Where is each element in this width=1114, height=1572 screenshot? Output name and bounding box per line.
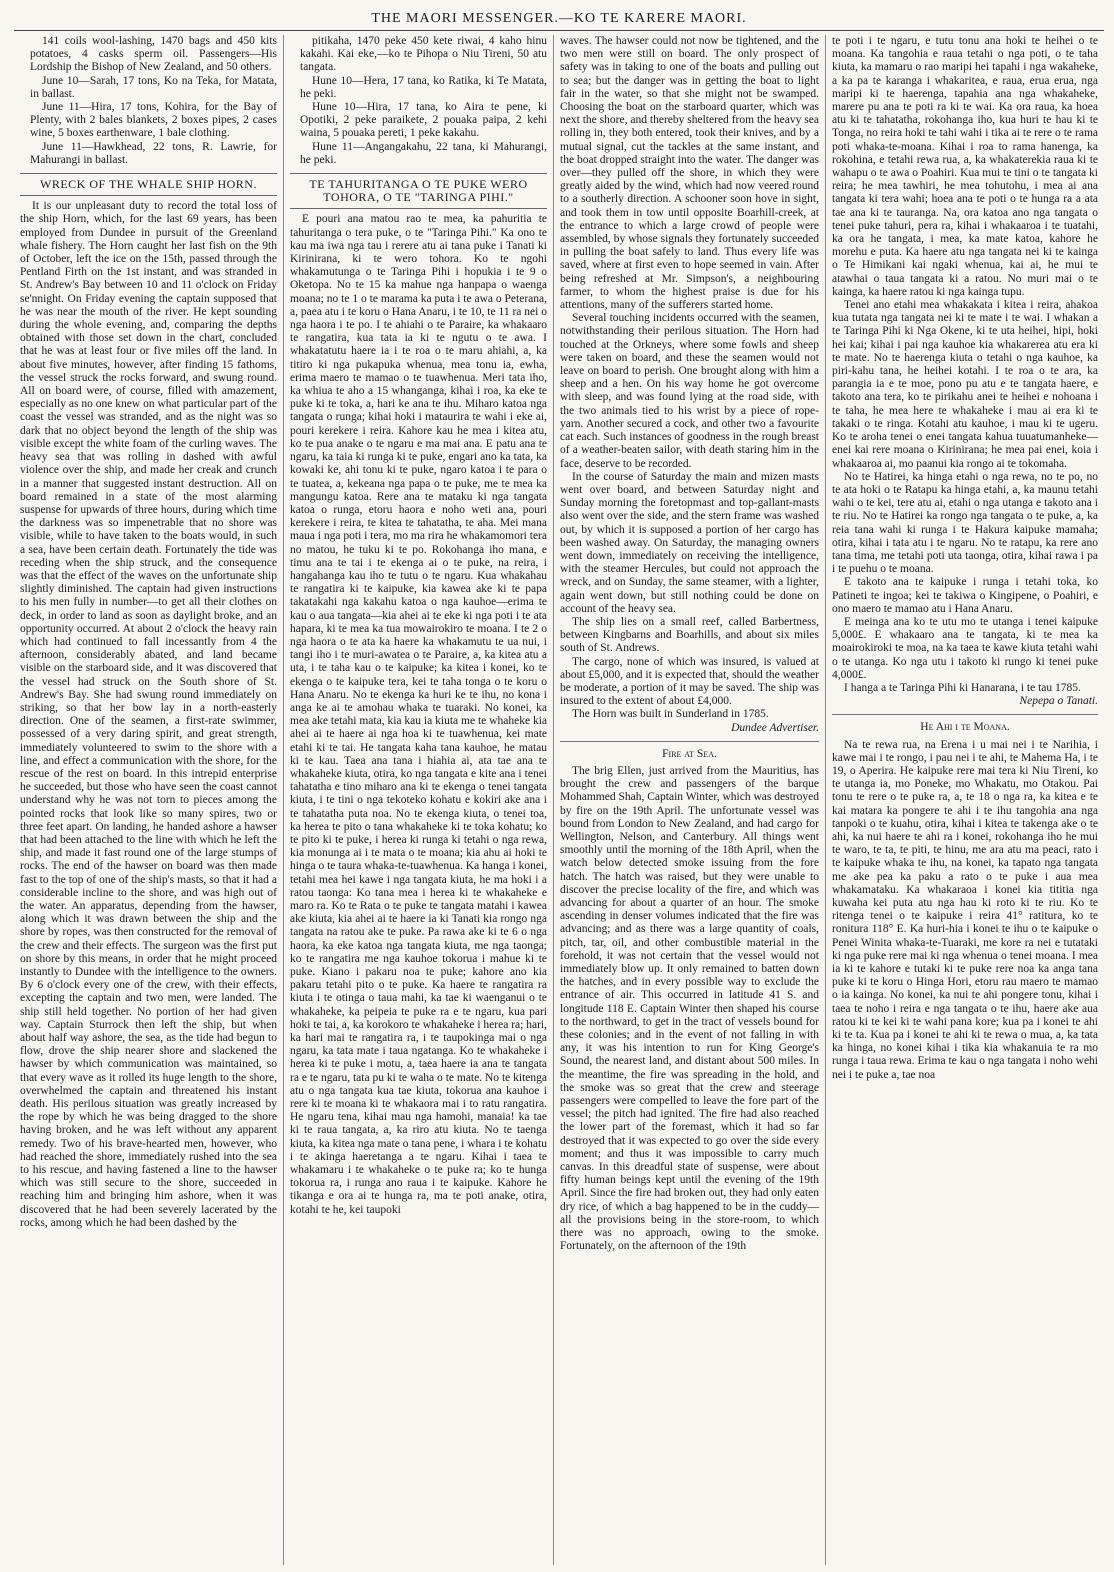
article-paragraph: It is our unpleasant duty to record the total loss of the ship Horn, which, for the last 69 years, has been employed from Dundee in pursuit of the Greenland whale fishery. The Horn caught her last fish on the 9th of October, left the ice on the 15th, passed through the Pentland Firth on the 1st instant, and was stranded in St. Andrew's Bay between 10 and 11 o'clock on Friday se'nnight. On Friday evening the captain supposed that he was near the mouth of the river. He kept sounding during the whole evening, and, comparing the depths obtained with those set down in the chart, concluded that he was at least four or five miles off the land. In about five minutes, however, after finding 15 fathoms, the vessel struck the rocks forward, and swung round. All on board were, of course, filled with amazement, especially as no one knew on what particular part of the coast the vessel was stranded, and as the night was so dark that no object beyond the length of the ship was visible except the white foam of the curling waves. The heavy sea that was rolling in dashed with awful violence over the ship, and made her creak and crunch in a manner that suggested instant destruction. All on board remained in a state of the most alarming suspense for upwards of three hours, during which time the darkness was so impenetrable that no shore was visible, while to have taken to the boats would, in such a sea, have been certain death. Fortunately the tide was receding when the ship struck, and the consequence was that the effect of the waves on the unfortunate ship slightly diminished. The captain had given instructions to his men fully in number—to get all their clothes on deck, in order to land as soon as daylight broke, and an opportunity occurred. At about 2 o'clock the heavy rain which had continued to fall incessantly from 4 the afternoon, considerably abated, and land became visible on the starboard side, and it was discovered that the vessel had struck on the South shore of St. Andrew's Bay. She had swung round immediately on striking, so that her bow lay in a north-easterly direction. One of the seamen, a first-rate swimmer, possessed of a very daring spirit, and great strength, immediately volunteered to swim to the shore with a line, and effect a communication with the shore, for the rescue of the rest on board. In this intrepid enterprise he succeeded, but those who have seen the coast cannot understand why he was not torn to pieces among the pointed rocks that look like so many spires, two or three feet apart. On landing, he handed ashore a hawser that had been attached to the line with which he left the ship, and made it fast round one of the large stumps of rocks. The end of the hawser on board was then made fast to the top of one of the ship's masts, so that it had a considerable incline to the shore, and was high out of the water. An apparatus, depending from the hawser, along which it was drawn between the ship and the shore by ropes, was then constructed for the removal of the crew and their effects. The surgeon was the first put on shore by this means, in order that he might proceed instantly to Dundee with the intelligence to the owners. By 6 o'clock every one of the crew, with their effects, excepting the captain and two men, were landed. The ship still held together. No portion of her had given way. Captain Sturrock then left the ship, but when about half way ashore, the sea, as the tide had begun to flow, drove the ship nearer shore and slackened the hawser by which communication was maintained, so that every wave as it rolled its huge length to the shore, overwhelmed the captain and threatened his instant death. His perilous situation was greatly increased by the rope by which he was being dragged to the shore having broken, and he was left without any apparent remedy. Two of his brave-hearted men, however, who had reached the shore, immediately rushed into the sea to his rescue, and having fastened a line to the hawser which was still secure to the shore, succeeded in reaching him and bringing him ashore, when it was discovered that he had been severely lacerated by the rocks, among which he had been dashed by the: [20, 200, 277, 1229]
article-paragraph: I hanga a te Taringa Pihi ki Hanarana, i te tau 1785.: [844, 681, 1081, 694]
shipping-entry: pitikaha, 1470 peke 450 kete riwai, 4 kaho hinu kakahi. Kai eke,—ko te Pihopa o Niu Tireni, 50 atu tangata.: [300, 35, 547, 74]
article-paragraph: waves. The hawser could not now be tightened, and the two men were still on board. The only prospect of safety was in taking to one of the boats and pulling out to sea; but the danger was in getting the boat to light fair in the water, so that she might not be swamped. Choosing the boat on the starboard quarter, which was next the shore, and thereby sheltered from the heavy sea rolling in, they both entered, took their knives, and by a mutual signal, cut the tackles at the same instant, and the boat dropped straight into the water. The danger was over—they pulled off the shore, in which they were greatly aided by the wind, which had now veered round to a southerly direction. A schooner soon hove in sight, and took them in tow until opposite Boarhill-creek, at the entrance to which a large crowd of people were assembled, by whose signals they fortunately succeeded in pulling the boat safely to land. Thus every life was saved, where at first even to hope seemed in vain. After being refreshed at Mr. Simpson's, a neighbouring farmer, to whom the highest praise is due for his attentions, many of the sufferers started home.: [560, 35, 819, 312]
article-paragraph: te poti i te ngaru, e tutu tonu ana hoki te heihei o te moana. Ka tangohia e raua tetahi o nga poti, o te taha kiuta, ka mamaru o rao maripi hei tapahi i nga wakaheke, a ka pa te karanga i whakaritea, e raua, erua erua, nga maripi ki te haerenga, tapahia ana nga whakaheke, marere pu ana te poti ra ki te wai. Ka ora raua, ka hoea atu ki te tahatatha, rokohanga iho, kua huri te hau ki te Tonga, no reira hoki te tahi wahi i tika ai te rere o te rama poti whaka-te-moana. Kihai i roa to rama hanenga, ka rokohina, e tetahi rewa rua, a, ka whakaterekia raua ki te wahapu o te awa o Poahiri. Kua mui te tini o te tangata ki reira; he mea tawhiri, he mea tohutohu, i mea ai ana tangata ki tera wahi; hoea ana te poti o te hunga ra a ata tae ana ki te tauranga. Na, ora katoa ano nga tangata o tenei puke tahuri, pera ra, kihai i whakaaroa i te tuatahi, ka ora he tangata, i mea, ka mate katoa, kahore he morehu e puta. Ka haere atu nga tangata nei ki te kainga o Te Himikani kai ngaki whenua, kai ai, he mui te atawhai o taua tangata ki a ratou. No muri mai o te kainga, ka haere ratou ki nga kainga tupu.: [832, 35, 1098, 298]
column-3: [554, 35, 826, 1565]
columns: [14, 35, 1104, 1565]
shipping-entry: June 11—Hawkhead, 22 tons, R. Lawrie, for Mahurangi in ballast.: [30, 140, 277, 166]
article-heading-wreck: WRECK OF THE WHALE SHIP HORN.: [20, 173, 277, 196]
article-paragraph: The brig Ellen, just arrived from the Mauritius, has brought the crew and passengers of the barque Mohammed Shah, Captain Winter, which was destroyed by fire on the 19th April. The unfortunate vessel was bound from London to New Zealand, and had cargo for Wellington, Nelson, and Canterbury. All things went smoothly until the morning of the 18th April, when the watch below detected smoke issuing from the fore hatch. The hatch was raised, but they were unable to discover the precise locality of the fire, and which was advancing for about a quarter of an hour. The smoke ascending in denser volumes indicated that the fire was advancing; and as there was a large quantity of coals, pitch, tar, oil, and other combustible material in the forehold, it was not certain that the vessel would not immediately blow up. It only remained to batten down the hatches, and in every possible way to exclude the entrance of air. This occurred in latitude 41 S. and longitude 118 E. Captain Winter then shaped his course to the northward, to get in the tract of vessels bound for these colonies; and in the event of not falling in with any, it was his intention to run for King George's Sound, the nearest land, and distant about 500 miles. In the meantime, the fire was spreading in the hold, and the smoke was so great that the crew and steerage passengers were compelled to leave the fore part of the vessel; the pitch had ignited. The fire had also reached the lower part of the foremast, which it had so far destroyed that it was expected to go over the side every moment; and thus it was impossible to carry much canvas. In this dreadful state of suspense, were about fifty human beings kept until the evening of the 19th April. Since the fire had broken out, they had only eaten dry rice, of which a bag happened to be in the cuddy—all the provisions being in the store-room, to which there was no approach, owing to the smoke. Fortunately, on the afternoon of the 19th: [560, 764, 819, 1253]
article-paragraph: E meinga ana ko te utu mo te utanga i tenei kaipuke 5,000£. E whakaaro ana te tangata, ki te mea ka moairokiroki te moa, na ka taea te kawe kiuta tetahi wahi o te utanga. Ko nga utu i takoto ki rungo ki tenei puke 4,000£.: [832, 615, 1098, 681]
article-paragraph: The ship lies on a small reef, called Barbertness, between Kingbarns and Boarhills, and about six miles south of St. Andrews.: [560, 615, 819, 655]
shipping-entry: June 11—Hira, 17 tons, Kohira, for the Bay of Plenty, with 2 bales blankets, 2 boxes pipes, 2 cases wine, 5 boxes earthenware, 1 bale clothing.: [30, 101, 277, 140]
article-source: Nepepa o Tanati.: [1019, 695, 1098, 708]
article-paragraph: Several touching incidents occurred with the seamen, notwithstanding their perilous situation. The Horn had touched at the Orkneys, where some fowls and sheep were taken on board, and these the seamen would not leave on board to perish. One brought along with him a sheep and a hen. On his way home he got overcome with sleep, and was found lying at the road side, with the two animals tied to his wrist by a piece of rope-yarn. Another secured a cock, and other two a favourite cat each. Such instances of goodness in the rough breast of a weather-beaten sailor, with death staring him in the face, deserve to be recorded.: [560, 312, 819, 470]
article-paragraph: No te Hatirei, ka hinga etahi o nga rewa, no te po, no te ata hoki o te Ratapu ka hinga etahi, a, ka maunu tetahi wahi o te kei, tere atu ai, etahi o nga utanga e takoto ana i te riu. No te Hatirei ka rongo nga tangata o te puke, a, ka reia tana wahi ki runga i te Hakura kaipuke mamaha; otira, kihai i tata atu i te ngaru. No te ratapu, ka rere ano tana tima, me tetahi poti uta taonga, otira, kihai rawa i pa i te puehu o te moana.: [832, 470, 1098, 576]
article-paragraph: Tenei ano etahi mea whakakata i kitea i reira, ahakoa kua tutata nga tangata nei ki te mate i te wai. I whakan a te Taringa Pihi ki Nga Okene, ki te uta heihei, hipi, hoki hei kai; kihai i pai nga kauhoe kia whakarerea atu era ki te mate. No te haerenga kiuta o tetahi o nga kauhoe, ka piri-kahu tana, he heihei kotahi. I te roa o te ara, ka parangia ia e te moe, pono pu atu e te tangata haere, e takoto ana tera, ko te pirikahu anei te heihei e nohoana i te taha, he mea here te whakaheke i mau ai era ki te takaki o te ringa. Kotahi atu kauhoe, i mau ki te ugeru. Ko te aroha tenei o enei tangata kahua tuuatumanheke—enei kai rere moana o Kirinirana; he mea pai enei, koia i whakaaroa ai, mo paanui kia rongo ai te tokomaha.: [832, 299, 1098, 470]
article-paragraph: E takoto ana te kaipuke i runga i tetahi toka, ko Patineti te ingoa; kei te takiwa o Kingipene, o Poahiri, e ono maero te mamao atu i Hana Anaru.: [832, 576, 1098, 615]
article-heading-tahuritanga: TE TAHURITANGA O TE PUKE WERO TOHORA, O TE "TARINGA PIHI.": [290, 173, 547, 209]
article-paragraph: E pouri ana matou rao te mea, ka pahuritia te tahuritanga o tera puke, o te "Taringa Pihi." Ka ono te kau ma iwa nga tau i rerere atu ai tana puke i Tanati ki Kirinirana, ki te wero tohora. Ko te ngohi whakamutunga o te Taringa Pihi i hopukia i te 9 o Oketopa. No te 15 ka mahue nga hanpapa o waenga moana; no te 1 o te marama ka puta i te awa o Peterana, a, paea atu i te koru o Hana Anaru, i te 10, te 11 ra nei o nga haora i te po. I te ahiahi o te Paraire, ka whakaaro te rangatira, kua tata ia ki te ngutu o te awa. I whakatatutu haere ia i te roa o te maru ahiahi, a, ka titiro ki nga pukapuka whenua, mea tonu ia, ewha, erima maero te mamao o te tuawhenua. Meri tata iho, ka whiua te aho a 15 whanganga, kihai i roa, ka eke te puke ki te toka, a, hari ke ana te ihu. Miharo katoa nga tangata o runga; kihai hoki i mataurira te wahi i eke ai, pouri kerekere i reira. Kahore kau he mea i kitea atu, ko te pua anake o te ngaru e ma mai ana. E patu ana te ngaru, ka taia ki runga ki te puke, engari ano ka tata, ka kowaki ke, ahi tonu ki te puke, ngaro katoa i te para o te tuatea, a, kekeana nga papa o te puke, me te mea ka mangungu katoa. Rere ana te mataku ki nga tangata katoa o runga, etoru haora e noho weti ana, pouri kerekere i reira, te kitea te tahatatha, te aha. Mei mana maua i nga poti i tera, mo ma rira he whakamomori tera no matou, he tuku ki te po. Rokohanga iho mana, e timu ana te tai i te ekenga ai o te puke, na reira, i hangahanga kau iho te tutu o te ngaru. Kua whakahau te rangatira ki te kaipuke, kia kawea ake ki te papa takatakahi nga kakahu katoa o nga kauhoe—erima te kau o aua tangata—kia ahei ai te eke ki nga poti i te ata hapara, ki te mea ka tua mowairokiro te moana. I te 2 o nga haora o te ata ka haere ka whakamutu te ua nui, i tangi iho i te muri-awatea o te Paraire, a, ka kitea atu a uta, i te taha kau o te kaipuke; ka kitea i konei, ko te ekenga o te kaipuke tera, kei te taha tonga o te koru o Hana Anaru. No te ekenga ka huri ke te ihu, no kona i anga ke ai te amohau whaka te tuaraki. No konei, ka mea ake tetahi mata, kia kau ia kiuta me te whaheke kia ahei ai te haere ai nga hoa ki te tuawhenua, kei mate etahi ki te tai. He tangata kaha tana kauhoe, he matau ki te kau. Taea ana tana i hiahia ai, ata tae ana te whakaheke kiuta, otira, ko nga tangata e kite ana i tenei tahatatha e tino miharo ana ki te ekenga o tenei tangata kiuta, i te tini o nga tekoteko kohatu e kokiri ake ana i te tahatatha puta noa. No te ekenga kiuta, o tenei toa, ka herea te pito o tana whakaheke ki te toka kohatu; ko te pito ki te puke, i herea ki runga ki tetahi o nga rewa, kia monunga ai i te mata o te moana; kia ahu ai hoki te hinga o te taura whaka-te-tuawhenua. Ka hanga i konei, tetahi mea hei kawe i nga tangata kiuta, he ma hoki i a ratou taonga: Ko tana mea i herea ki te whakaheke e maro ra. Ko te Rata o te puke te tangata matahi i kawea ake kiuta, kia ahei ai te haere ia ki Tanati kia rongo nga tangata na ratou ake te puke. Pa rawa ake ki te 6 o nga haora, ka eke katoa nga tangata kiuta, me nga taonga; ko te rangatira me nga kauhoe tokorua i mahue ki te puke. Kiano i pakaru noa te puke; kahore ano kia pakaru tetahi pito o te puke. Ka haere te rangatira ra kiuta i te otinga o taua mahi, ka tae ki waenganui o te whakaheke, ka peipeia te puke ra e te ngaru, kua pari hoki te tai, a, ka korokoro te whakaheke i herea ra; hari, ka hari mai te rangatira ra, i te taupokinga mai o nga ngaru, ka tata mate i taua ngatanga. Ko te whakaheke i herea ki te puke i motu, a, taea haere ia ana te tangata ra e te ngaru, tata pu ki te waha o te mate. No te kitenga atu o nga tangata kua tae kiuta, tokorua ana kauhoe i rere ki te moana ki te whakaora mai i to ratu rangatira. He ngaru tena, kihai mau nga hamohi, manaia! ka tae ki te raua tangata, a, ka riro atu kiuta. No te taenga kiuta, ka kitea nga mate o tana pene, i whara i te kohatu i te akinga haeretanga a te ngaru. Kihai i taea te whakamaru i te whakaheke o te puke ra; ko te hunga tokorua ra, i runga ano raua i te kaipuke. Kahore he tikanga e ora ai te hunga ra, ma te poti anake, otira, kotahi te he, kei taupoki: [290, 213, 547, 1216]
article-paragraph: Na te rewa rua, na Erena i u mai nei i te Narihia, i kawe mai i te rongo, i pau nei i te ahi, te Mahema Ha, i te 19, o Aperira. He kaipuke rere mai tera ki Niu Tireni, ko te utanga ia, mo Poneke, mo Whakatu, mo Otakou. Pai tonu te rere o te puke ra, a, te 18 o nga ra, ka kitea e te kai matara ka pongere te ahi i te ihu tangohia ana nga tanpoki o te kuahu, otira, kihai i kitea te takenga ake o te ahi, ka nui haere te ahi ra i konei, rokohanga iho he mui te waro, te ta, te piti, te hinu, me ara atu ma peaci, rato i te kaipuke whaka te ihu, na konei, ka tapato nga tangata me ake pea ka paku a rato o te puke i aua mea whakamataku. Ka whakaraoa i konei kia tititia nga kuwaha kei puta atu nga hau ki roto ki te riu. Ko te ritenga tenei o te kaipuke i reira 41° ratitura, ko te ronitura 118° E. Ka huri-hia i konei te ihu o te kaipuke o Penei Winita whaka-te-Tuaraki, me kore ra nei e tutataki ki nga puke rere mai ki nga whenua o tenei moana. I mea ia ki te kahore e tutaki ki te puke rere noa ka anga tana puke ki te koru o Hinga Hori, etoru rau maero te mamao o ia kainga. No konei, ka nui te ahi pongere tonu, kihai i taea te noho i reira e nga tangata o te ihu, haere ake aua ratou ki te kei ki te wahi pana kore; kua pa i konei te ahi ki te ta. Kua pa i konei te ahi ki te rewa o mua, a, ka tata ka hinga, no konei kihai i tika kia whakanuia te ra mo runga i taua rewa. Erima te kau o nga tangata i noho wehi nei i te puke a, tae noa: [832, 738, 1098, 1081]
shipping-entry: Hune 10—Hera, 17 tana, ko Ratika, ki Te Matata, he peki.: [300, 74, 547, 100]
article-heading-fire: Fire at Sea.: [560, 741, 819, 761]
article-heading-ahi: He Ahi i te Moana.: [832, 714, 1098, 734]
column-4: [826, 35, 1104, 1565]
article-source: Dundee Advertiser.: [731, 721, 819, 734]
shipping-entry: Hune 11—Angangakahu, 22 tana, ki Mahurangi, he peki.: [300, 140, 547, 166]
article-paragraph: The cargo, none of which was insured, is valued at about £5,000, and it is expected that, should the weather be moderate, a portion of it may be saved. The ship was insured to the extent of about £4,000.: [560, 655, 819, 708]
shipping-entry: Hune 10—Hira, 17 tana, ko Aira te pene, ki Opotiki, 2 peke paraikete, 2 pouaka paipa, 2 kehi waina, 5 pouaka pereti, 1 peke kakahu.: [300, 101, 547, 140]
article-paragraph: The Horn was built in Sunderland in 1785.: [572, 708, 769, 721]
column-1: [14, 35, 284, 1565]
column-2: [284, 35, 554, 1565]
shipping-entry: 141 coils wool-lashing, 1470 bags and 450 kits potatoes, 4 casks sperm oil. Passengers—His Lordship the Bishop of New Zealand, and 50 others.: [30, 35, 277, 74]
masthead: THE MAORI MESSENGER.—KO TE KARERE MAORI.: [14, 8, 1104, 31]
article-paragraph: In the course of Saturday the main and mizen masts went over board, and between Saturday night and Sunday morning the foretopmast and top-gallant-masts also went over the side, and the stern frame was washed out, by which it is supposed a portion of her cargo has been washed away. On Saturday, the managing owners went down, immediately on receiving the intelligence, with the steamer Hercules, but could not approach the wreck, and on Sunday, the same steamer, with a lighter, again went down, but still nothing could be done on account of the heavy sea.: [560, 470, 819, 615]
shipping-entry: June 10—Sarah, 17 tons, Ko na Teka, for Matata, in ballast.: [30, 74, 277, 100]
